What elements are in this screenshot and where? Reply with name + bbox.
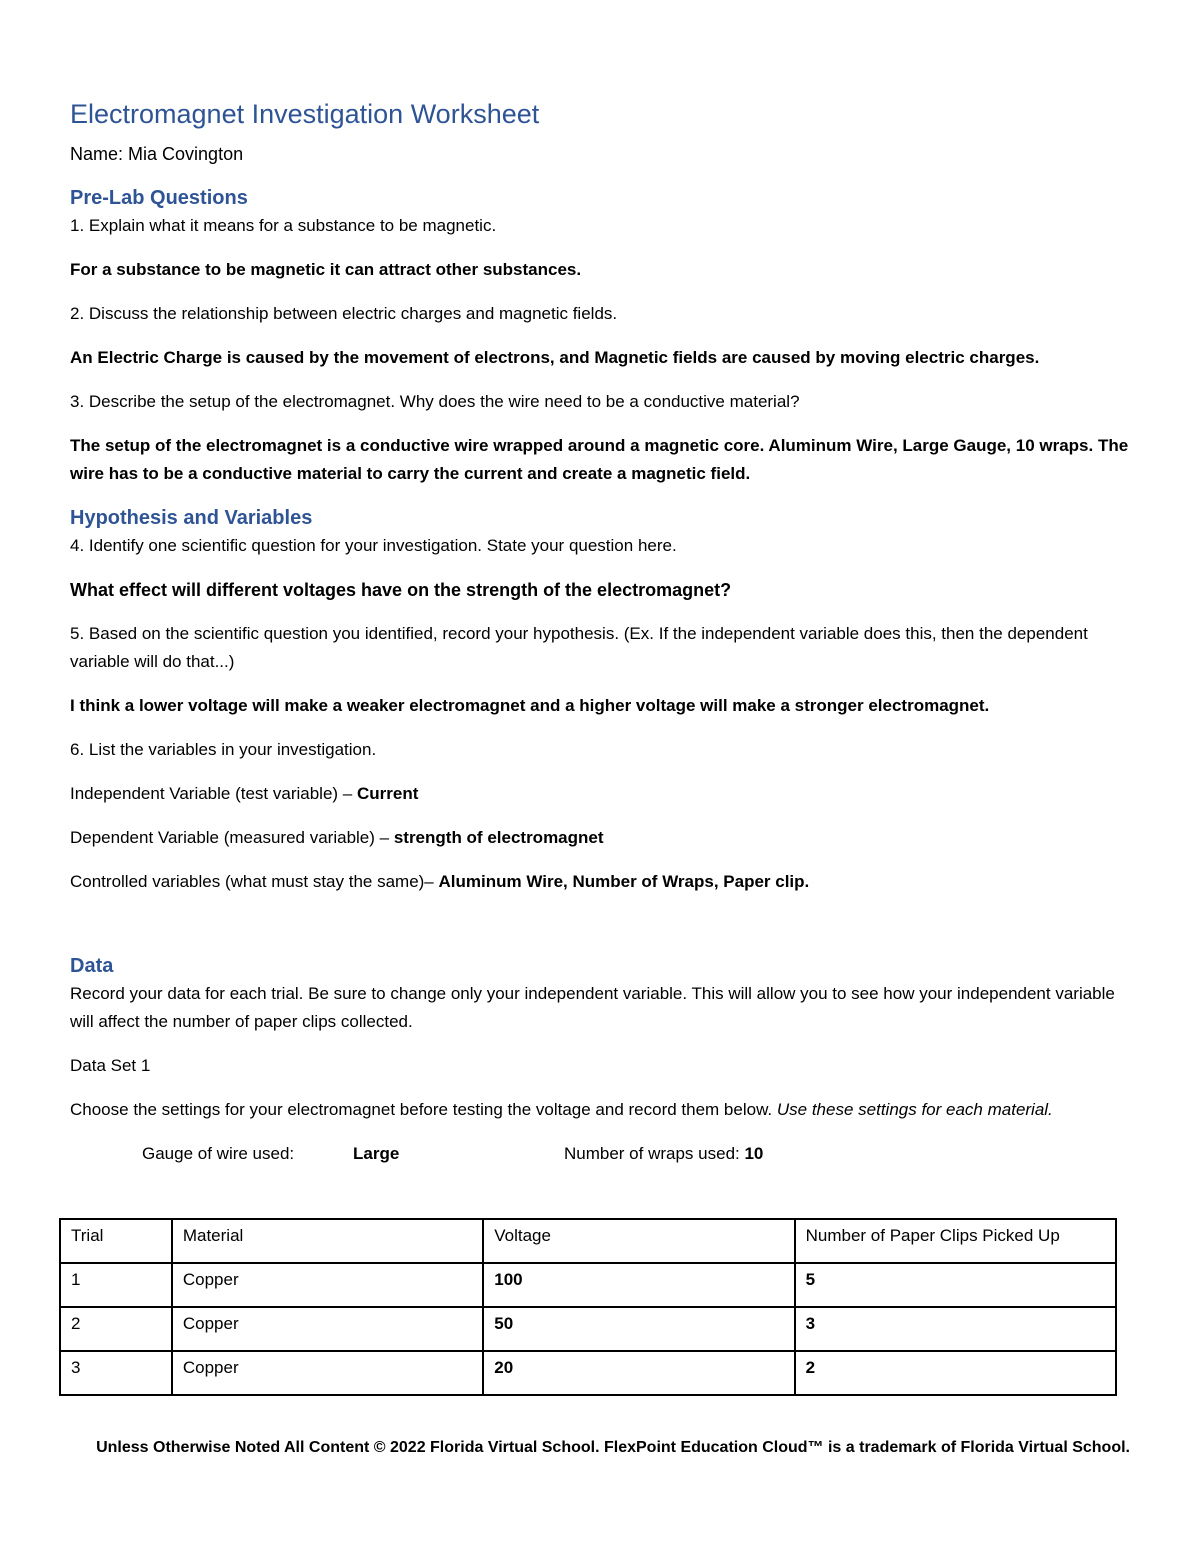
dv-label: Dependent Variable (measured variable) – [70, 828, 394, 847]
cell-voltage: 100 [483, 1263, 794, 1307]
question-3: 3. Describe the setup of the electromagnet. Why does the wire need to be a conductive material? [70, 392, 800, 411]
table-row [60, 1351, 1116, 1395]
cell-material: Copper [172, 1263, 483, 1307]
answer-2: An Electric Charge is caused by the movement of electrons, and Magnetic fields are caused by moving electric charges. [70, 348, 1040, 367]
gauge-value: Large [353, 1144, 400, 1163]
data-heading: Data [70, 955, 114, 977]
controlled-variables [70, 868, 1130, 896]
table-row [60, 1307, 1116, 1351]
cv-value: Aluminum Wire, Number of Wraps, Paper clip. [438, 872, 810, 891]
cv-label: Controlled variables (what must stay the same)– [70, 872, 439, 891]
independent-variable [70, 780, 1130, 808]
answer-4: What effect will different voltages have on the strength of the electromagnet? [70, 580, 732, 600]
settings-instructions [70, 1096, 1130, 1124]
cell-clips: 3 [795, 1307, 1116, 1351]
cell-trial: 1 [60, 1263, 172, 1307]
question-1: 1. Explain what it means for a substance to be magnetic. [70, 216, 497, 235]
cell-trial: 2 [60, 1307, 172, 1351]
cell-voltage: 50 [483, 1307, 794, 1351]
question-2: 2. Discuss the relationship between electric charges and magnetic fields. [70, 304, 618, 323]
cell-clips: 5 [795, 1263, 1116, 1307]
table-header-row [60, 1219, 1116, 1263]
answer-3: The setup of the electromagnet is a conductive wire wrapped around a magnetic core. Aluminum Wire, Large Gauge, 10 wraps. The wire has to be a conductive material to carry the current and create a magnetic field. [70, 436, 1129, 483]
page-title: Electromagnet Investigation Worksheet [70, 99, 540, 129]
header-material: Material [172, 1219, 483, 1263]
name-value: Mia Covington [128, 144, 244, 164]
worksheet-page [70, 96, 1130, 1182]
data-intro: Record your data for each trial. Be sure to change only your independent variable. This will allow you to see how your independent variable will affect the number of paper clips collected. [70, 984, 1115, 1031]
hypothesis-heading: Hypothesis and Variables [70, 507, 313, 529]
settings-line [142, 1140, 1130, 1168]
gauge-label: Gauge of wire used: [142, 1144, 295, 1163]
data-table [59, 1218, 1117, 1396]
copyright-footer: Unless Otherwise Noted All Content © 2022 Florida Virtual School. FlexPoint Education Cloud™ is a trademark of Florida Virtual School. [96, 1439, 1130, 1456]
settings-italic: Use these settings for each material. [776, 1100, 1053, 1119]
wraps-value: 10 [744, 1144, 764, 1163]
dependent-variable [70, 824, 1130, 852]
table-row [60, 1263, 1116, 1307]
cell-clips: 2 [795, 1351, 1116, 1395]
cell-material: Copper [172, 1307, 483, 1351]
cell-trial: 3 [60, 1351, 172, 1395]
question-5: 5. Based on the scientific question you identified, record your hypothesis. (Ex. If the independent variable does this, then the dependent variable will do that...) [70, 624, 1088, 671]
settings-text: Choose the settings for your electromagnet before testing the voltage and record them below. [70, 1100, 777, 1119]
question-6: 6. List the variables in your investigation. [70, 740, 377, 759]
header-clips: Number of Paper Clips Picked Up [795, 1219, 1116, 1263]
header-trial: Trial [60, 1219, 172, 1263]
student-name-line [70, 142, 1130, 166]
iv-value: Current [356, 784, 419, 803]
header-voltage: Voltage [483, 1219, 794, 1263]
dv-value: strength of electromagnet [393, 828, 604, 847]
cell-voltage: 20 [483, 1351, 794, 1395]
iv-label: Independent Variable (test variable) – [70, 784, 357, 803]
prelab-heading: Pre-Lab Questions [70, 187, 248, 209]
name-label: Name: [70, 144, 124, 164]
cell-material: Copper [172, 1351, 483, 1395]
answer-5: I think a lower voltage will make a weaker electromagnet and a higher voltage will make a stronger electromagnet. [70, 696, 990, 715]
question-4: 4. Identify one scientific question for your investigation. State your question here. [70, 536, 677, 555]
answer-1: For a substance to be magnetic it can attract other substances. [70, 260, 582, 279]
wraps-label: Number of wraps used: [564, 1144, 745, 1163]
data-set-label: Data Set 1 [70, 1056, 151, 1075]
wraps-field [564, 1140, 763, 1168]
